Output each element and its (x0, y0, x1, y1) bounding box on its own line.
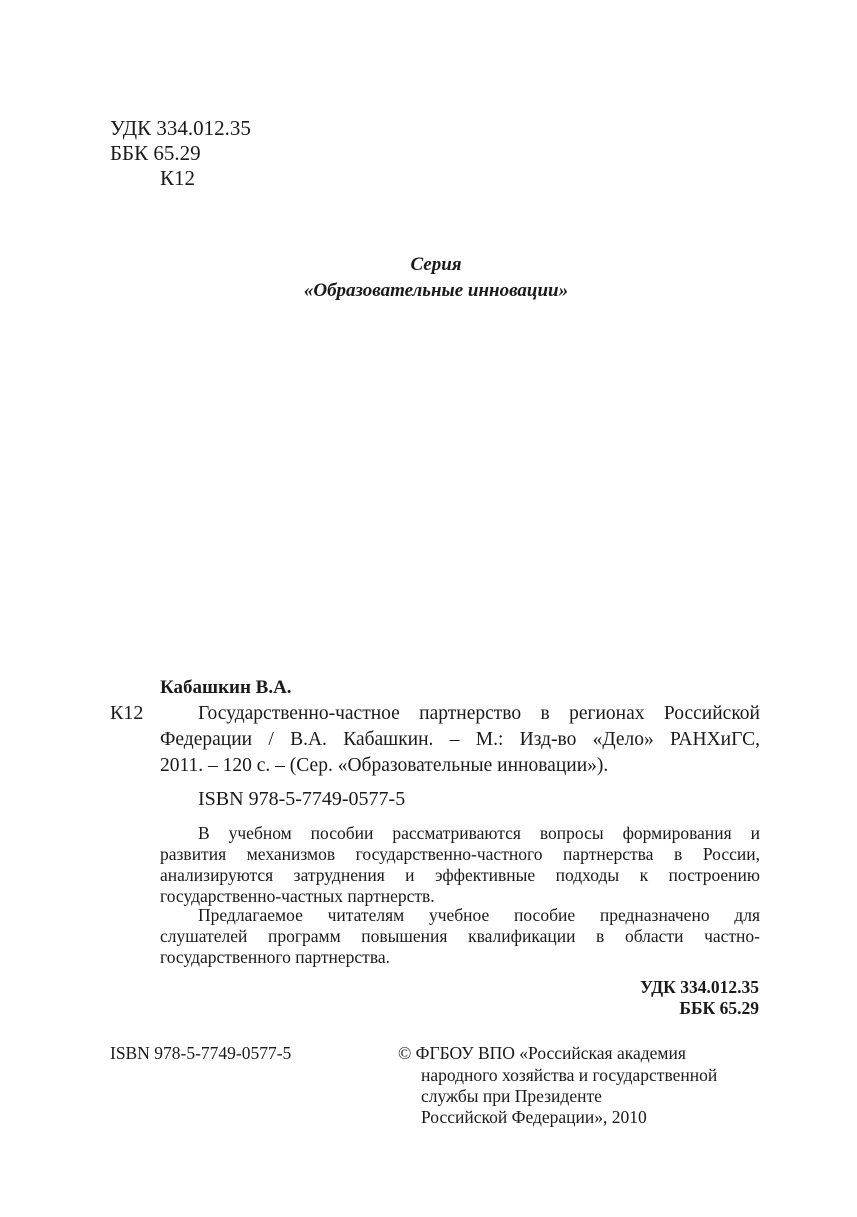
series-name: «Образовательные инновации» (303, 280, 569, 301)
annotation-line: В учебном пособии рассматриваются вопросы формирования и (198, 823, 760, 843)
annotation-paragraph-1 (160, 823, 760, 907)
bib-line: Федерации / В.А. Кабашкин. – М.: Изд-во «Дело» РАНХиГС, (160, 729, 760, 750)
annotation-line: развития механизмов государственно-частного партнерства в России, (160, 844, 760, 864)
annotation-line: государственного партнерства. (160, 947, 390, 967)
series-label: Серия (410, 254, 462, 275)
bib-line: Государственно-частное партнерство в регионах Российской (198, 703, 760, 724)
author-sign: К12 (160, 166, 196, 190)
bib-description (160, 701, 760, 779)
bbk-code: ББК 65.29 (110, 141, 201, 165)
copyright-line: © ФГБОУ ВПО «Российская академия (398, 1043, 686, 1063)
author-name: Кабашкин В.А. (160, 677, 292, 698)
copyright-line: службы при Президенте (421, 1086, 602, 1106)
bbk-code-right: ББК 65.29 (679, 998, 759, 1018)
udk-code-right: УДК 334.012.35 (640, 977, 759, 997)
annotation-line: государственно-частных партнерств. (160, 886, 435, 906)
annotation-line: анализируются затруднения и эффективные подходы к построению (160, 865, 760, 885)
bib-line: 2011. – 120 с. – (Сер. «Образовательные инновации»). (160, 755, 609, 776)
footer-isbn: ISBN 978-5-7749-0577-5 (110, 1043, 292, 1063)
bib-isbn: ISBN 978-5-7749-0577-5 (198, 788, 406, 810)
annotation-line: Предлагаемое читателям учебное пособие предназначено для (198, 905, 760, 925)
copyright-line: Российской Федерации», 2010 (421, 1107, 647, 1127)
bib-author-sign: К12 (110, 702, 144, 724)
udk-code: УДК 334.012.35 (110, 116, 251, 140)
annotation-line: слушателей программ повышения квалификации в области частно- (160, 926, 760, 946)
copyright-line: народного хозяйства и государственной (421, 1065, 718, 1085)
annotation-paragraph-2 (160, 905, 760, 968)
